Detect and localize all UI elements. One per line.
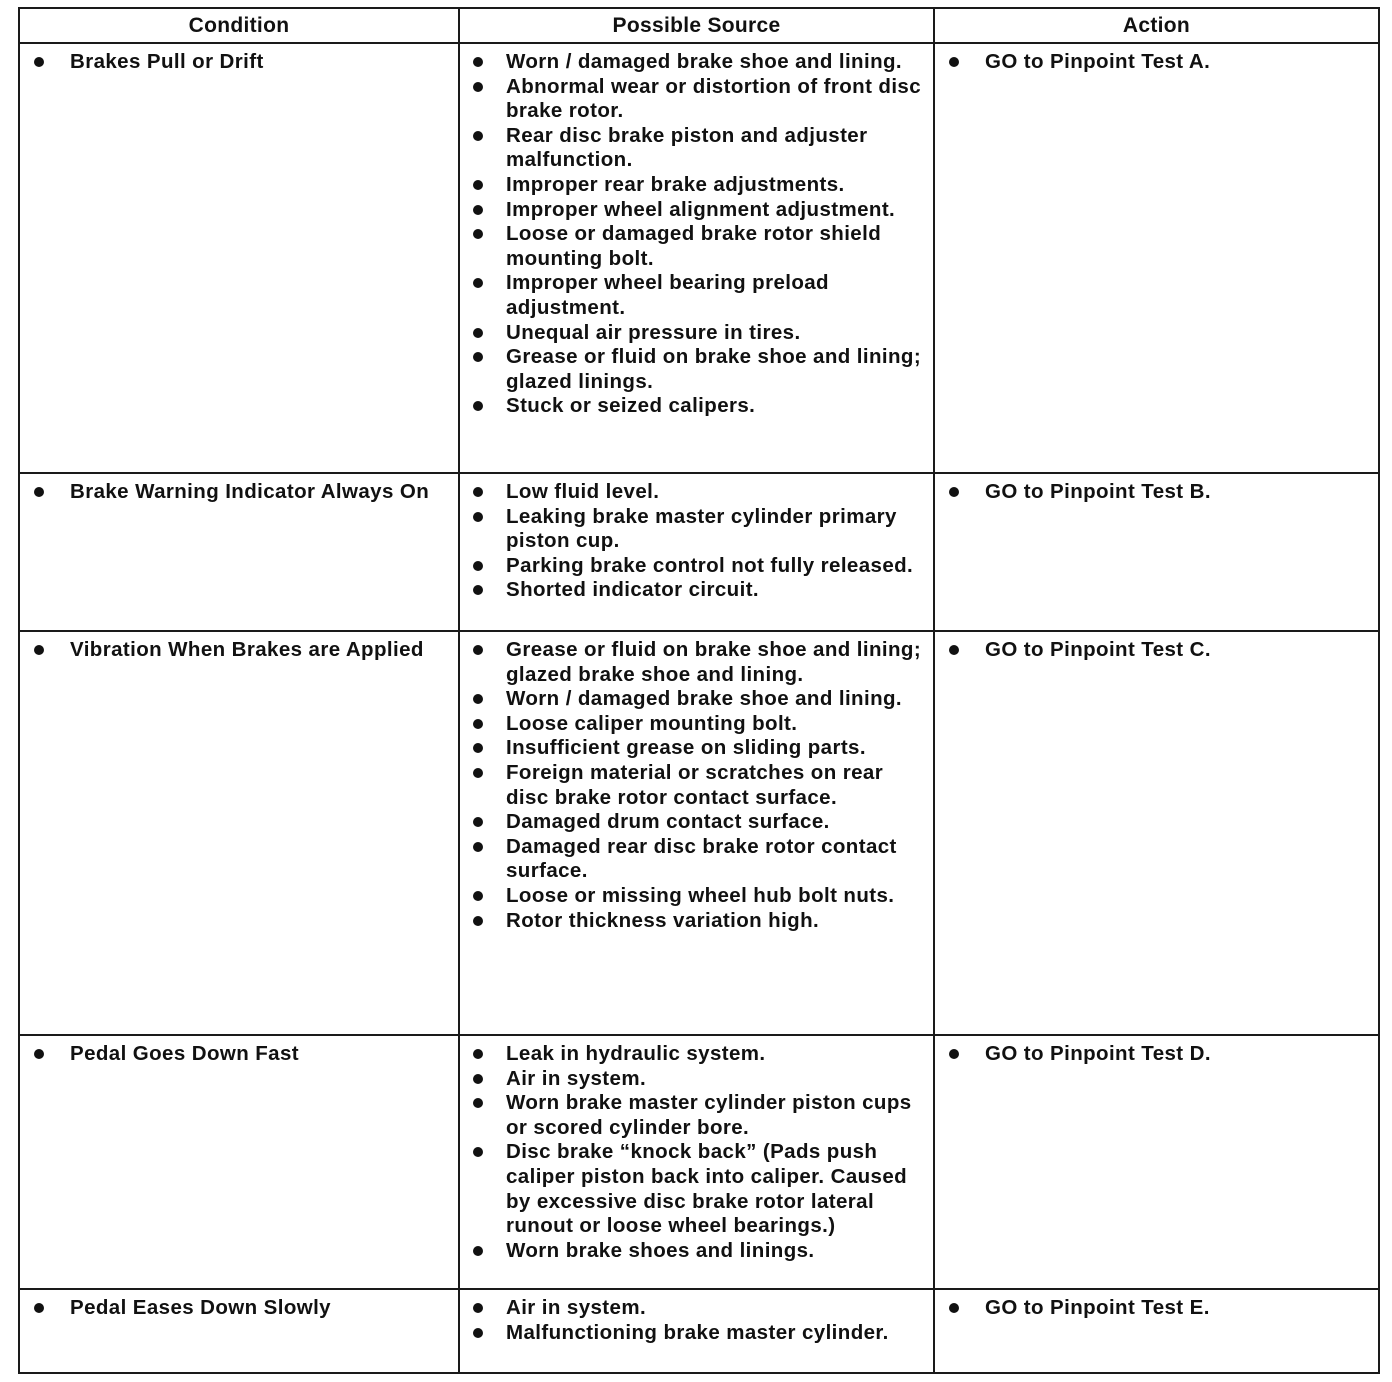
source-item — [468, 736, 925, 761]
source-text: Loose caliper mounting bolt. — [506, 711, 798, 735]
source-item — [468, 321, 925, 346]
bullet-icon — [473, 719, 483, 729]
source-text: Leaking brake master cylinder primary piston cup. — [506, 504, 897, 553]
source-text: Insufficient grease on sliding parts. — [506, 736, 866, 760]
source-item — [468, 198, 925, 223]
condition-text: Pedal Goes Down Fast — [70, 1042, 299, 1065]
bullet-icon — [473, 278, 483, 288]
source-text: Damaged rear disc brake rotor contact surface. — [506, 834, 897, 883]
action-text: GO to Pinpoint Test E. — [985, 1296, 1210, 1319]
action-cell — [934, 43, 1379, 473]
possible-source-cell — [459, 473, 934, 631]
source-text: Abnormal wear or distortion of front disc brake rotor. — [506, 74, 922, 123]
bullet-icon — [473, 512, 483, 522]
condition-cell — [19, 473, 459, 631]
bullet-icon — [949, 1049, 959, 1059]
bullet-icon — [473, 131, 483, 141]
bullet-icon — [473, 1303, 483, 1313]
source-item — [468, 271, 925, 320]
condition-text: Vibration When Brakes are Applied — [70, 638, 424, 661]
bullet-icon — [949, 487, 959, 497]
bullet-icon — [473, 645, 483, 655]
source-item — [468, 909, 925, 934]
bullet-icon — [473, 1147, 483, 1157]
condition-text: Brakes Pull or Drift — [70, 50, 264, 73]
condition-item — [28, 1042, 450, 1067]
action-text: GO to Pinpoint Test B. — [985, 480, 1211, 503]
source-item — [468, 1042, 925, 1067]
bullet-icon — [473, 352, 483, 362]
source-text: Worn / damaged brake shoe and lining. — [506, 687, 903, 711]
condition-item — [28, 50, 450, 75]
bullet-icon — [473, 1074, 483, 1084]
condition-cell — [19, 43, 459, 473]
source-text: Loose or missing wheel hub bolt nuts. — [506, 883, 895, 907]
source-text: Damaged drum contact surface. — [506, 810, 830, 834]
action-cell — [934, 1035, 1379, 1289]
table-row — [19, 43, 1379, 473]
bullet-icon — [473, 1049, 483, 1059]
source-item — [468, 1239, 925, 1264]
source-text: Air in system. — [506, 1296, 647, 1319]
diagnosis-table — [18, 7, 1380, 1374]
possible-source-cell — [459, 43, 934, 473]
action-item — [943, 50, 1370, 75]
source-text: Stuck or seized calipers. — [506, 394, 756, 418]
bullet-icon — [473, 916, 483, 926]
bullet-icon — [473, 229, 483, 239]
bullet-icon — [473, 561, 483, 571]
bullet-icon — [34, 487, 44, 497]
source-text: Malfunctioning brake master cylinder. — [506, 1320, 889, 1344]
source-item — [468, 578, 925, 603]
source-text: Leak in hydraulic system. — [506, 1042, 766, 1065]
bullet-icon — [473, 328, 483, 338]
bullet-icon — [473, 82, 483, 92]
source-item — [468, 1321, 925, 1346]
source-text: Worn / damaged brake shoe and lining. — [506, 50, 903, 73]
source-text: Low fluid level. — [506, 480, 660, 503]
source-text: Worn brake shoes and linings. — [506, 1238, 815, 1262]
condition-item — [28, 1296, 450, 1321]
table-body — [19, 43, 1379, 1373]
action-text: GO to Pinpoint Test D. — [985, 1042, 1211, 1065]
source-item — [468, 687, 925, 712]
condition-cell — [19, 631, 459, 1035]
source-text: Unequal air pressure in tires. — [506, 320, 801, 344]
action-cell — [934, 473, 1379, 631]
bullet-icon — [473, 694, 483, 704]
source-item — [468, 835, 925, 884]
source-item — [468, 810, 925, 835]
source-text: Rear disc brake piston and adjuster malfunction. — [506, 123, 868, 172]
condition-cell — [19, 1035, 459, 1289]
source-item — [468, 394, 925, 419]
source-text: Improper rear brake adjustments. — [506, 172, 845, 196]
bullet-icon — [949, 1303, 959, 1313]
source-text: Grease or fluid on brake shoe and lining; glazed brake shoe and lining. — [506, 638, 922, 686]
action-item — [943, 638, 1370, 663]
bullet-icon — [473, 743, 483, 753]
source-text: Rotor thickness variation high. — [506, 908, 820, 932]
condition-text: Brake Warning Indicator Always On — [70, 480, 430, 503]
source-item — [468, 75, 925, 124]
condition-cell — [19, 1289, 459, 1373]
source-text: Loose or damaged brake rotor shield mounting bolt. — [506, 222, 882, 270]
source-item — [468, 505, 925, 554]
action-item — [943, 1296, 1370, 1321]
source-text: Improper wheel alignment adjustment. — [506, 197, 896, 221]
source-text: Improper wheel bearing preload adjustment. — [506, 271, 829, 319]
action-item — [943, 480, 1370, 505]
bullet-icon — [473, 180, 483, 190]
bullet-icon — [473, 585, 483, 595]
source-item — [468, 173, 925, 198]
bullet-icon — [949, 57, 959, 67]
table-row — [19, 1289, 1379, 1373]
action-header: Action — [934, 8, 1379, 43]
action-text: GO to Pinpoint Test C. — [985, 638, 1211, 661]
bullet-icon — [473, 1246, 483, 1256]
source-item — [468, 345, 925, 394]
source-item — [468, 480, 925, 505]
table-row — [19, 1035, 1379, 1289]
condition-header: Condition — [19, 8, 459, 43]
bullet-icon — [473, 1328, 483, 1338]
bullet-icon — [473, 891, 483, 901]
source-item — [468, 712, 925, 737]
source-item — [468, 1067, 925, 1092]
bullet-icon — [473, 1098, 483, 1108]
condition-item — [28, 638, 450, 663]
bullet-icon — [949, 645, 959, 655]
source-item — [468, 50, 925, 75]
action-text: GO to Pinpoint Test A. — [985, 50, 1211, 73]
header-row — [19, 8, 1379, 43]
source-item — [468, 761, 925, 810]
source-text: Worn brake master cylinder piston cups or scored cylinder bore. — [506, 1091, 912, 1139]
source-item — [468, 638, 925, 687]
condition-text: Pedal Eases Down Slowly — [70, 1296, 331, 1319]
action-cell — [934, 1289, 1379, 1373]
source-text: Parking brake control not fully released. — [506, 553, 914, 577]
bullet-icon — [34, 645, 44, 655]
possible-source-header: Possible Source — [459, 8, 934, 43]
action-cell — [934, 631, 1379, 1035]
possible-source-cell — [459, 631, 934, 1035]
bullet-icon — [473, 768, 483, 778]
source-text: Grease or fluid on brake shoe and lining; glazed linings. — [506, 345, 922, 393]
bullet-icon — [473, 205, 483, 215]
bullet-icon — [473, 401, 483, 411]
bullet-icon — [34, 1049, 44, 1059]
bullet-icon — [34, 57, 44, 67]
source-text: Air in system. — [506, 1066, 647, 1090]
action-item — [943, 1042, 1370, 1067]
bullet-icon — [473, 817, 483, 827]
source-text: Shorted indicator circuit. — [506, 578, 760, 602]
source-item — [468, 1296, 925, 1321]
table-row — [19, 631, 1379, 1035]
source-item — [468, 1091, 925, 1140]
bullet-icon — [473, 842, 483, 852]
bullet-icon — [473, 487, 483, 497]
source-item — [468, 554, 925, 579]
source-item — [468, 884, 925, 909]
source-text: Disc brake “knock back” (Pads push caliper piston back into caliper. Caused by excessive disc brake rotor lateral runout or loose wheel bearings.) — [506, 1140, 908, 1238]
bullet-icon — [473, 57, 483, 67]
possible-source-cell — [459, 1289, 934, 1373]
source-text: Foreign material or scratches on rear disc brake rotor contact surface. — [506, 760, 884, 809]
bullet-icon — [34, 1303, 44, 1313]
table-row — [19, 473, 1379, 631]
possible-source-cell — [459, 1035, 934, 1289]
source-item — [468, 1140, 925, 1238]
source-item — [468, 222, 925, 271]
condition-item — [28, 480, 450, 505]
source-item — [468, 124, 925, 173]
